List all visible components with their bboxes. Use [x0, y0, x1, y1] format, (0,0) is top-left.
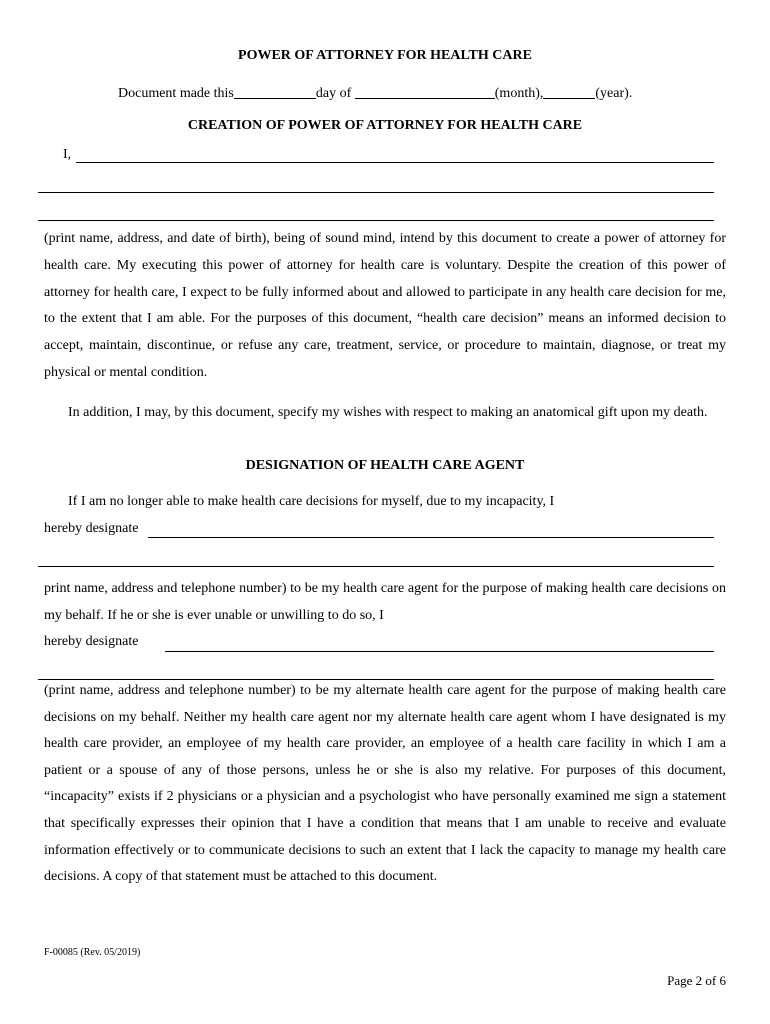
page-number: Page 2 of 6	[667, 973, 726, 988]
day-of-label: day of	[315, 86, 352, 101]
year-label: (year).	[595, 86, 633, 101]
page-title: POWER OF ATTORNEY FOR HEALTH CARE	[238, 48, 532, 63]
month-label: (month),	[494, 86, 544, 101]
form-code: F-00085 (Rev. 05/2019)	[44, 947, 141, 958]
principal-name-line[interactable]	[76, 162, 714, 163]
date-line	[118, 84, 632, 102]
date-prefix: Document made this	[118, 86, 234, 101]
year-blank-field[interactable]	[543, 84, 595, 99]
creation-paragraph: (print name, address, and date of birth), being of sound mind, intend by this document to create a power of attorney for health care. My executing this power of attorney for health care is voluntary. Despite the creation of this power of attorney for health care, I expect to be fully informed about and allowed to participate in any health care decision for me, to the extent that I am able. For the purposes of this document, “health care decision” means an informed decision to accept, maintain, discontinue, or refuse any care, treatment, service, or procedure to maintain, diagnose, or treat my physical or mental condition.	[44, 231, 726, 380]
agent-address-line[interactable]	[38, 566, 714, 567]
alternate-agent-paragraph: (print name, address and telephone number) to be my alternate health care agent for the purpose of making health care decisions on my behalf. Neither my health care agent nor my alternate health care agent whom I have designated is my health care provider, an employee of my health care provider, an employee of a health care facility in which I am a patient or a spouse of any of those persons, unless he or she is also my relative. For purposes of this document, “incapacity” exists if 2 physicians or a physician and a psychologist who have personally examined me sign a statement that specifically expresses their opinion that I have a condition that means that I am unable to receive and evaluate information effectively or to communicate decisions to such an extent that I lack the capacity to manage my health care decisions. A copy of that statement must be attached to this document.	[44, 683, 726, 885]
month-blank-field[interactable]	[355, 84, 495, 99]
designation-heading: DESIGNATION OF HEALTH CARE AGENT	[245, 458, 525, 473]
agent-paragraph: print name, address and telephone number) to be my health care agent for the purpose of making health care decisions on my behalf. If he or she is ever unable or unwilling to do so, I	[44, 581, 726, 623]
designation-intro: If I am no longer able to make health care decisions for myself, due to my incapacity, I	[68, 494, 555, 509]
alternate-agent-name-line[interactable]	[165, 651, 714, 652]
agent-name-line[interactable]	[148, 537, 714, 538]
anatomical-gift-paragraph: In addition, I may, by this document, specify my wishes with respect to making an anatomical gift upon my death.	[68, 405, 708, 420]
hereby-designate-label-1: hereby designate	[44, 521, 139, 536]
creation-heading: CREATION OF POWER OF ATTORNEY FOR HEALTH CARE	[187, 118, 583, 133]
principal-address-line-1[interactable]	[38, 192, 714, 193]
i-label: I,	[63, 147, 72, 162]
day-blank-field[interactable]	[234, 84, 316, 99]
principal-address-line-2[interactable]	[38, 220, 714, 221]
hereby-designate-label-2: hereby designate	[44, 634, 139, 649]
